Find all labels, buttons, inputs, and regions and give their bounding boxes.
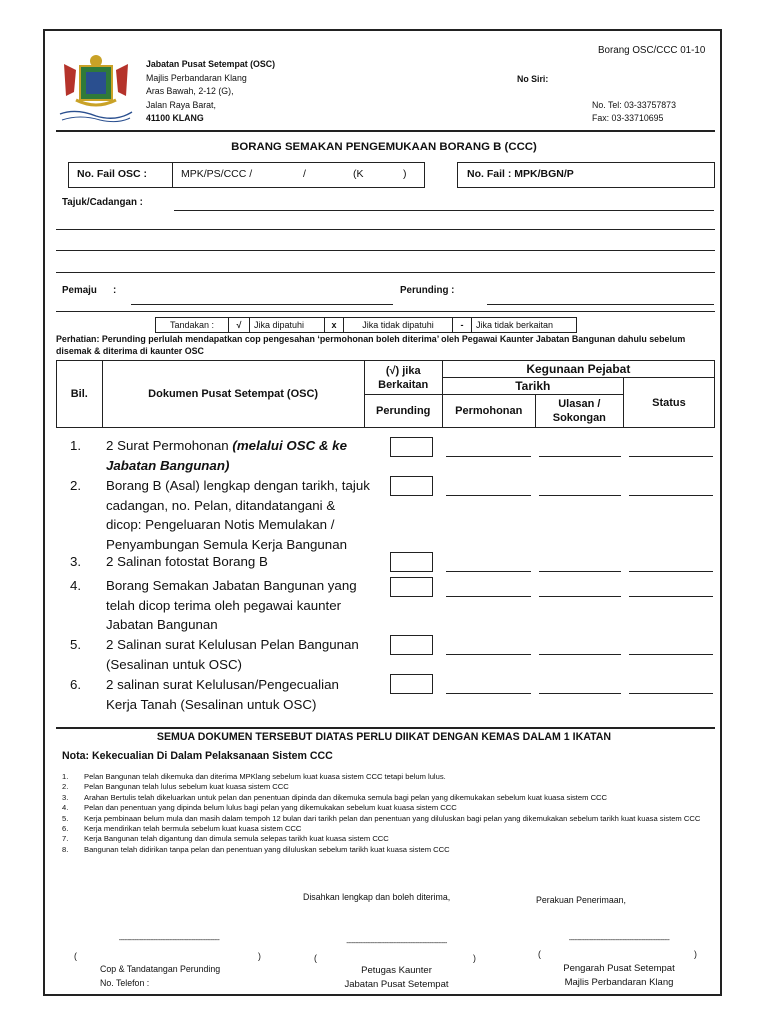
nota-heading: Nota: Kekecualian Di Dalam Pelaksanaan Sistem CCC (62, 750, 333, 762)
perunding-checkbox[interactable] (390, 552, 433, 572)
legend-x-label: Jika tidak dipatuhi (344, 318, 453, 333)
perunding-checkbox[interactable] (390, 476, 433, 496)
perunding-sign-label: Cop & Tandatangan Perunding (100, 964, 221, 974)
item-text: 2 Salinan fotostat Borang B (106, 554, 268, 569)
col-kegunaan: Kegunaan Pejabat (442, 361, 714, 378)
note-number: 6. (62, 824, 69, 834)
paren-close: ) (258, 951, 261, 961)
note-item (62, 803, 712, 813)
note-item (62, 824, 712, 834)
documents-table-header (56, 360, 715, 428)
status-line[interactable] (629, 495, 713, 496)
note-item (62, 782, 712, 792)
col-bil: Bil. (57, 361, 103, 428)
tajuk-line[interactable] (56, 250, 715, 251)
permohonan-date-line[interactable] (446, 495, 531, 496)
legend-tick: √ (229, 318, 250, 333)
item-text: Borang Semakan Jabatan Bangunan yang telah dicop terima oleh pegawai kaunter Jabatan Bangunan (106, 578, 357, 633)
org-line: Majlis Perbandaran Klang (146, 73, 247, 83)
note-item (62, 834, 712, 844)
permohonan-date-line[interactable] (446, 693, 531, 694)
perunding-line[interactable] (487, 304, 714, 305)
paren-close: ) (473, 953, 476, 963)
item-number: 6. (70, 677, 82, 692)
org-name: Jabatan Pusat Setempat (OSC) (146, 59, 276, 69)
pengarah-council-label: Majlis Perbandaran Klang (564, 977, 674, 988)
note-item (62, 793, 712, 803)
perunding-checkbox[interactable] (390, 674, 433, 694)
tajuk-label: Tajuk/Cadangan : (62, 197, 143, 208)
paren-open: ( (538, 949, 541, 959)
col-status: Status (623, 378, 714, 428)
item-text: 2 Salinan surat Kelulusan Pelan Bangunan (Sesalinan untuk OSC) (106, 637, 359, 672)
pemaju-colon: : (113, 285, 117, 296)
org-postcode-city (146, 113, 204, 123)
legend-x: x (325, 318, 344, 333)
col-tarikh: Tarikh (442, 378, 623, 395)
status-line[interactable] (629, 571, 713, 572)
permohonan-date-line[interactable] (446, 571, 531, 572)
form-title: BORANG SEMAKAN PENGEMUKAAN BORANG B (CCC) (231, 141, 537, 153)
legend-dash-label: Jika tidak berkaitan (472, 318, 577, 333)
pemaju-label: Pemaju (62, 285, 97, 296)
note-text: Pelan Bangunan telah dikemuka dan diterima MPKlang sebelum kuat kuasa sistem CCC tetapi belum lulus. (84, 772, 446, 781)
col-berkaitan (364, 361, 442, 395)
note-text: Pelan Bangunan telah lulus sebelum kuat kuasa sistem CCC (84, 782, 289, 792)
note-number: 5. (62, 813, 69, 823)
paren-open: ( (314, 953, 317, 963)
fax-number: Fax: 03-33710695 (592, 113, 664, 123)
ulasan-date-line[interactable] (539, 693, 621, 694)
tel-number: No. Tel: 03-33757873 (592, 100, 676, 110)
col-permohonan: Permohonan (442, 395, 535, 428)
col-dokumen: Dokumen Pusat Setempat (OSC) (102, 361, 364, 428)
semua-notice: SEMUA DOKUMEN TERSEBUT DIATAS PERLU DIIKAT DENGAN KEMAS DALAM 1 IKATAN (156, 731, 612, 743)
petugas-label: Petugas Kaunter (361, 965, 432, 976)
fail-osc-k: (K (353, 168, 364, 180)
signature-line-petugas[interactable]: ---------------------------------------------------------- (346, 940, 447, 947)
note-text: Kerja pembinaan belum mula dan masih dalam tempoh 12 bulan dari tarikh pelan dan penentuan yang diluluskan bagi pelan yang dikemukakan sebelum tarikh kuat kuasa sistem CCC (84, 813, 701, 823)
status-line[interactable] (629, 596, 713, 597)
item-text: Borang B (Asal) lengkap dengan tarikh, tajuk cadangan, no. Pelan, ditandatangani & dicop: Pengeluaran Notis Memulakan / Penyambungan Semula Kerja Bangunan (106, 478, 370, 552)
perakuan-text: Perakuan Penerimaan, (536, 895, 626, 905)
permohonan-date-line[interactable] (446, 456, 531, 457)
perunding-checkbox[interactable] (390, 437, 433, 457)
legend-dash: - (453, 318, 472, 333)
legend-tick-label: Jika dipatuhi (250, 318, 325, 333)
council-crest-logo (56, 52, 136, 124)
col-ulasan-label: Ulasan / (558, 398, 601, 410)
item-number: 5. (70, 637, 82, 652)
pengarah-label: Pengarah Pusat Setempat (563, 963, 675, 974)
note-number: 4. (62, 803, 69, 813)
item-number: 3. (70, 554, 82, 569)
item-number: 2. (70, 478, 82, 493)
fail-osc-prefix[interactable]: MPK/PS/CCC / (181, 168, 253, 180)
exception-notes-list (62, 772, 712, 855)
status-line[interactable] (629, 654, 713, 655)
status-line[interactable] (629, 456, 713, 457)
fail-osc-box (68, 162, 425, 188)
perunding-checkbox[interactable] (390, 635, 433, 655)
petugas-dept-label: Jabatan Pusat Setempat (344, 979, 449, 990)
note-number: 8. (62, 844, 69, 854)
note-text: Arahan Bertulis telah dikeluarkan untuk pelan dan penentuan dipinda dan dikemuka semula bagi pelan yang dikemukakan sebelum kuat kuasa sistem CCC (84, 792, 608, 802)
ulasan-date-line[interactable] (539, 571, 621, 572)
note-number: 2. (62, 782, 69, 792)
ulasan-date-line[interactable] (539, 456, 621, 457)
status-line[interactable] (629, 693, 713, 694)
note-item (62, 772, 712, 782)
signature-line-pengarah[interactable]: ---------------------------------------------------------- (568, 937, 670, 944)
legend-table (155, 317, 577, 333)
col-perunding: Perunding (364, 395, 442, 428)
form-code: Borang OSC/CCC 01-10 (598, 45, 706, 56)
item-text (106, 436, 371, 475)
fail-osc-divider (172, 163, 173, 187)
item-text: 2 salinan surat Kelulusan/Pengecualian Kerja Tanah (Sesalinan untuk OSC) (106, 677, 339, 712)
org-line: Aras Bawah, 2-12 (G), (146, 86, 234, 96)
fail-mpk-label: No. Fail : MPK/BGN/P (467, 168, 574, 180)
signature-line-perunding[interactable]: ---------------------------------------------------------- (118, 937, 220, 944)
header-divider (56, 130, 715, 132)
fail-osc-label: No. Fail OSC : (77, 168, 148, 180)
perhatian-note: Perhatian: Perunding perlulah mendapatkan cop pengesahan ‘permohonan boleh diterima’ oleh Pegawai Kaunter Jabatan Bangunan dahulu sebelum disemak & diterima di kaunter OSC (56, 334, 686, 356)
legend-tandakan: Tandakan : (156, 318, 229, 333)
ulasan-date-line[interactable] (539, 596, 621, 597)
perunding-checkbox[interactable] (390, 577, 433, 597)
col-sokongan-label: Sokongan (552, 412, 606, 424)
section-divider (56, 311, 715, 312)
item-number: 4. (70, 578, 82, 593)
fail-mpk-box[interactable] (457, 162, 715, 188)
paren-open: ( (74, 951, 77, 961)
col-berkaitan-label: Berkaitan (378, 378, 429, 391)
item-number: 1. (70, 438, 82, 453)
postcode: 41100 (146, 113, 170, 123)
permohonan-date-line[interactable] (446, 654, 531, 655)
permohonan-date-line[interactable] (446, 596, 531, 597)
col-ulasan (535, 395, 623, 428)
note-text: Kerja mendirikan telah bermula sebelum kuat kuasa sistem CCC (84, 824, 302, 834)
items-divider (56, 727, 715, 729)
city: KLANG (172, 113, 204, 123)
note-item (62, 845, 712, 855)
note-number: 3. (62, 792, 69, 802)
item-text-italic: (melalui OSC & ke Jabatan Bangunan) (106, 438, 347, 473)
note-item (62, 814, 712, 824)
perunding-label: Perunding : (400, 285, 455, 296)
note-text: Kerja Bangunan telah digantung dan dimula semula selepas tarikh kuat kuasa sistem CCC (84, 834, 389, 844)
note-text: Pelan dan penentuan yang dipinda belum lulus bagi pelan yang dikemukakan sebelum kuat kuasa sistem CCC (84, 803, 457, 813)
tajuk-line[interactable] (174, 210, 714, 211)
fail-osc-slash: / (303, 168, 306, 180)
note-number: 1. (62, 772, 69, 781)
ulasan-date-line[interactable] (539, 495, 621, 496)
item-text-main: 2 Surat Permohonan (106, 438, 229, 453)
org-line: Jalan Raya Barat, (146, 100, 216, 110)
paren-close: ) (694, 949, 697, 959)
col-jika-label: (√) jika (385, 364, 421, 377)
note-number: 7. (62, 834, 69, 844)
tajuk-line[interactable] (56, 229, 715, 230)
pemaju-line[interactable] (131, 304, 393, 305)
ulasan-date-line[interactable] (539, 654, 621, 655)
fail-osc-k-close: ) (403, 168, 407, 180)
telefon-label: No. Telefon : (100, 978, 150, 988)
note-text: Bangunan telah didirikan tanpa pelan dan penentuan yang diluluskan sebelum tarikh kuat kuasa sistem CCC (84, 844, 450, 854)
no-siri-label: No Siri: (517, 74, 549, 84)
disahkan-text: Disahkan lengkap dan boleh diterima, (303, 892, 451, 902)
tajuk-line[interactable] (56, 272, 715, 273)
